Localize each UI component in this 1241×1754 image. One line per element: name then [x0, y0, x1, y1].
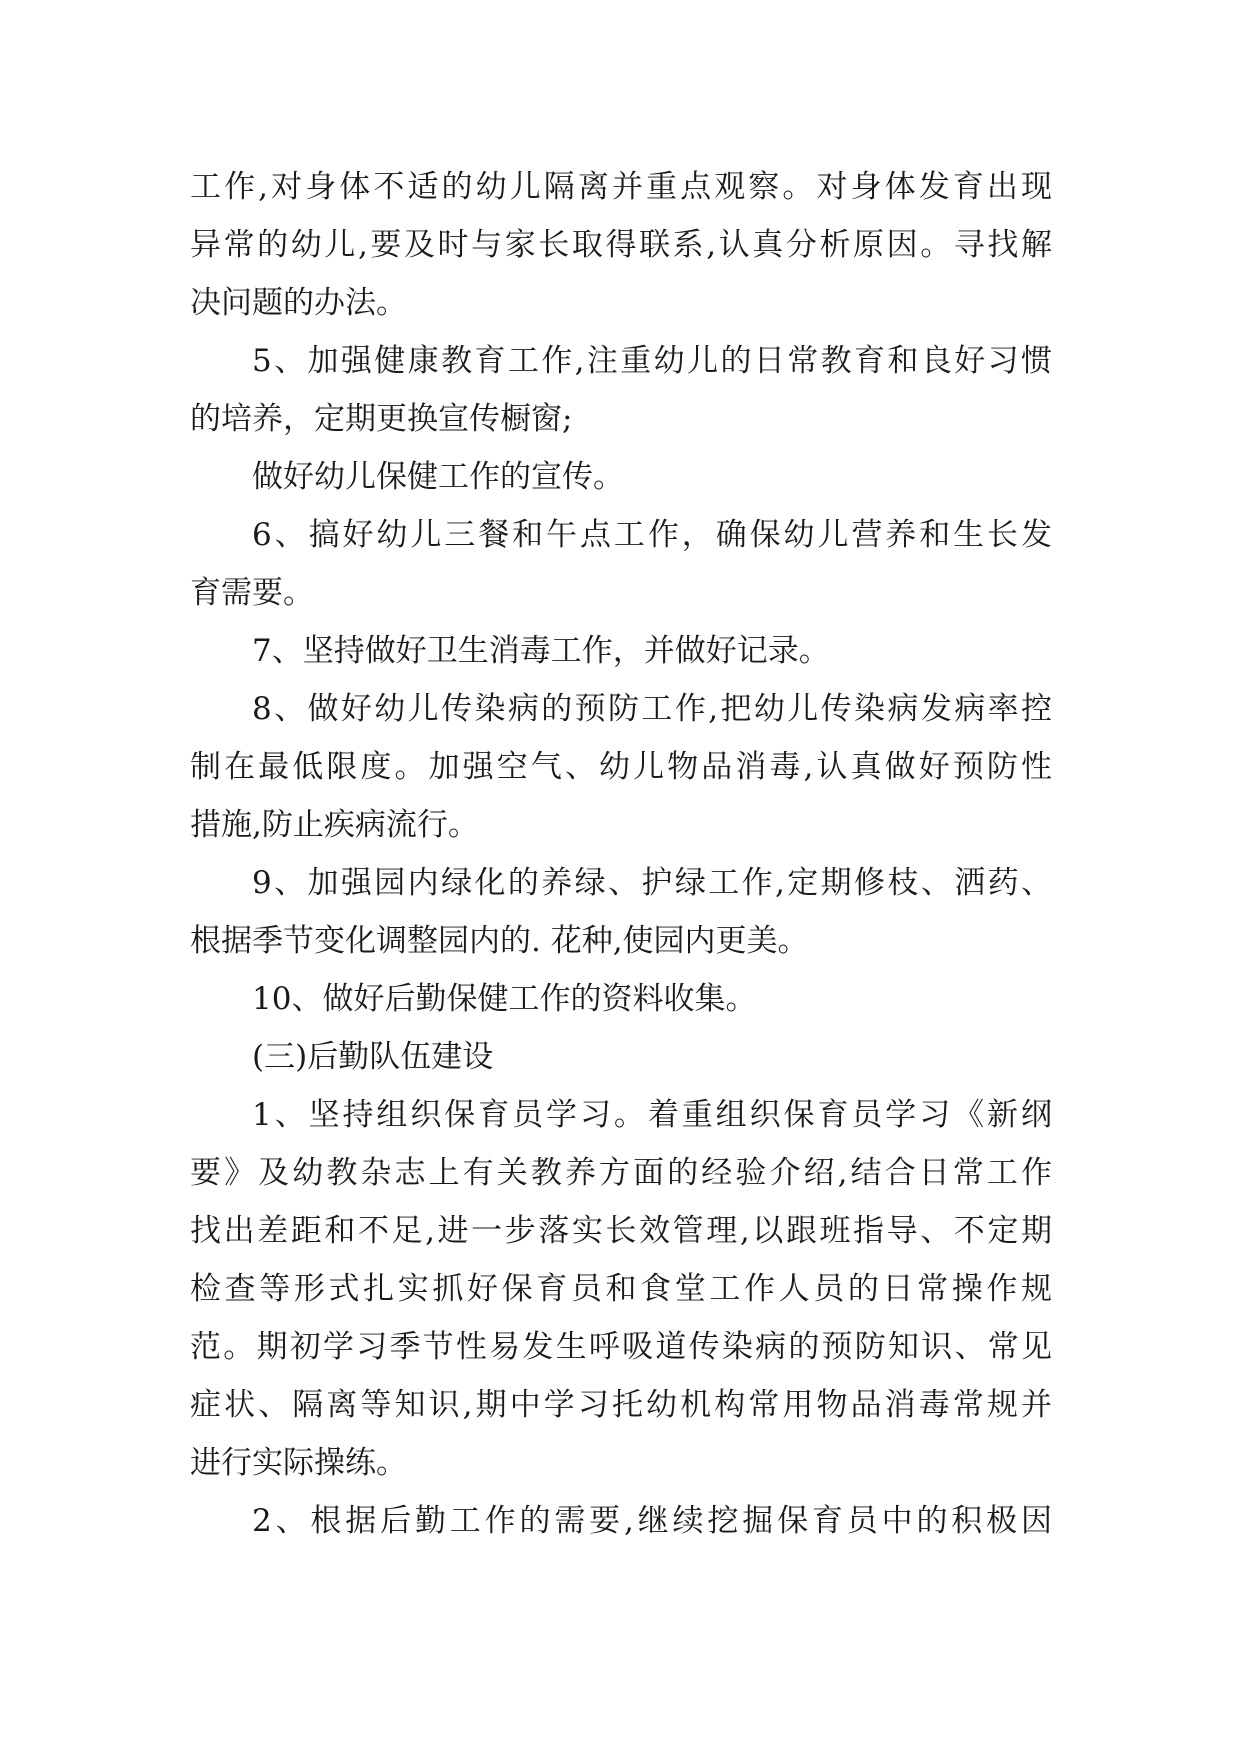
text-line: 2、根据后勤工作的需要,继续挖掘保育员中的积极因 [252, 1503, 1052, 1539]
text-line: 工作,对身体不适的幼儿隔离并重点观察。对身体发育出现 [190, 169, 1052, 205]
text-line: 根据季节变化调整园内的. 花种,使园内更美。 [190, 923, 809, 959]
text-line: 8、做好幼儿传染病的预防工作,把幼儿传染病发病率控 [252, 691, 1052, 727]
text-line: 做好幼儿保健工作的宣传。 [252, 459, 624, 495]
text-line: 要》及幼教杂志上有关教养方面的经验介绍,结合日常工作 [190, 1155, 1052, 1191]
text-line: 育需要。 [190, 575, 314, 611]
text-line: 进行实际操练。 [190, 1445, 407, 1481]
text-line: 制在最低限度。加强空气、幼儿物品消毒,认真做好预防性 [190, 749, 1052, 785]
document-body [190, 158, 1052, 1550]
text-line: 范。期初学习季节性易发生呼吸道传染病的预防知识、常见 [190, 1329, 1052, 1365]
text-line: (三)后勤队伍建设 [252, 1039, 494, 1075]
text-line: 1、坚持组织保育员学习。着重组织保育员学习《新纲 [252, 1097, 1052, 1133]
text-line: 检查等形式扎实抓好保育员和食堂工作人员的日常操作规 [190, 1271, 1052, 1307]
text-line: 6、搞好幼儿三餐和午点工作，确保幼儿营养和生长发 [252, 517, 1052, 553]
text-line: 措施,防止疾病流行。 [190, 807, 479, 843]
text-line: 找出差距和不足,进一步落实长效管理,以跟班指导、不定期 [190, 1213, 1052, 1249]
text-line: 9、加强园内绿化的养绿、护绿工作,定期修枝、洒药、 [252, 865, 1052, 901]
text-line: 症状、隔离等知识,期中学习托幼机构常用物品消毒常规并 [190, 1387, 1052, 1423]
text-line: 10、做好后勤保健工作的资料收集。 [252, 981, 757, 1017]
text-line: 异常的幼儿,要及时与家长取得联系,认真分析原因。寻找解 [190, 227, 1052, 263]
text-line: 决问题的办法。 [190, 285, 407, 321]
text-line: 5、加强健康教育工作,注重幼儿的日常教育和良好习惯 [252, 343, 1052, 379]
text-line: 7、坚持做好卫生消毒工作，并做好记录。 [252, 633, 830, 669]
text-line: 的培养，定期更换宣传橱窗; [190, 401, 573, 437]
